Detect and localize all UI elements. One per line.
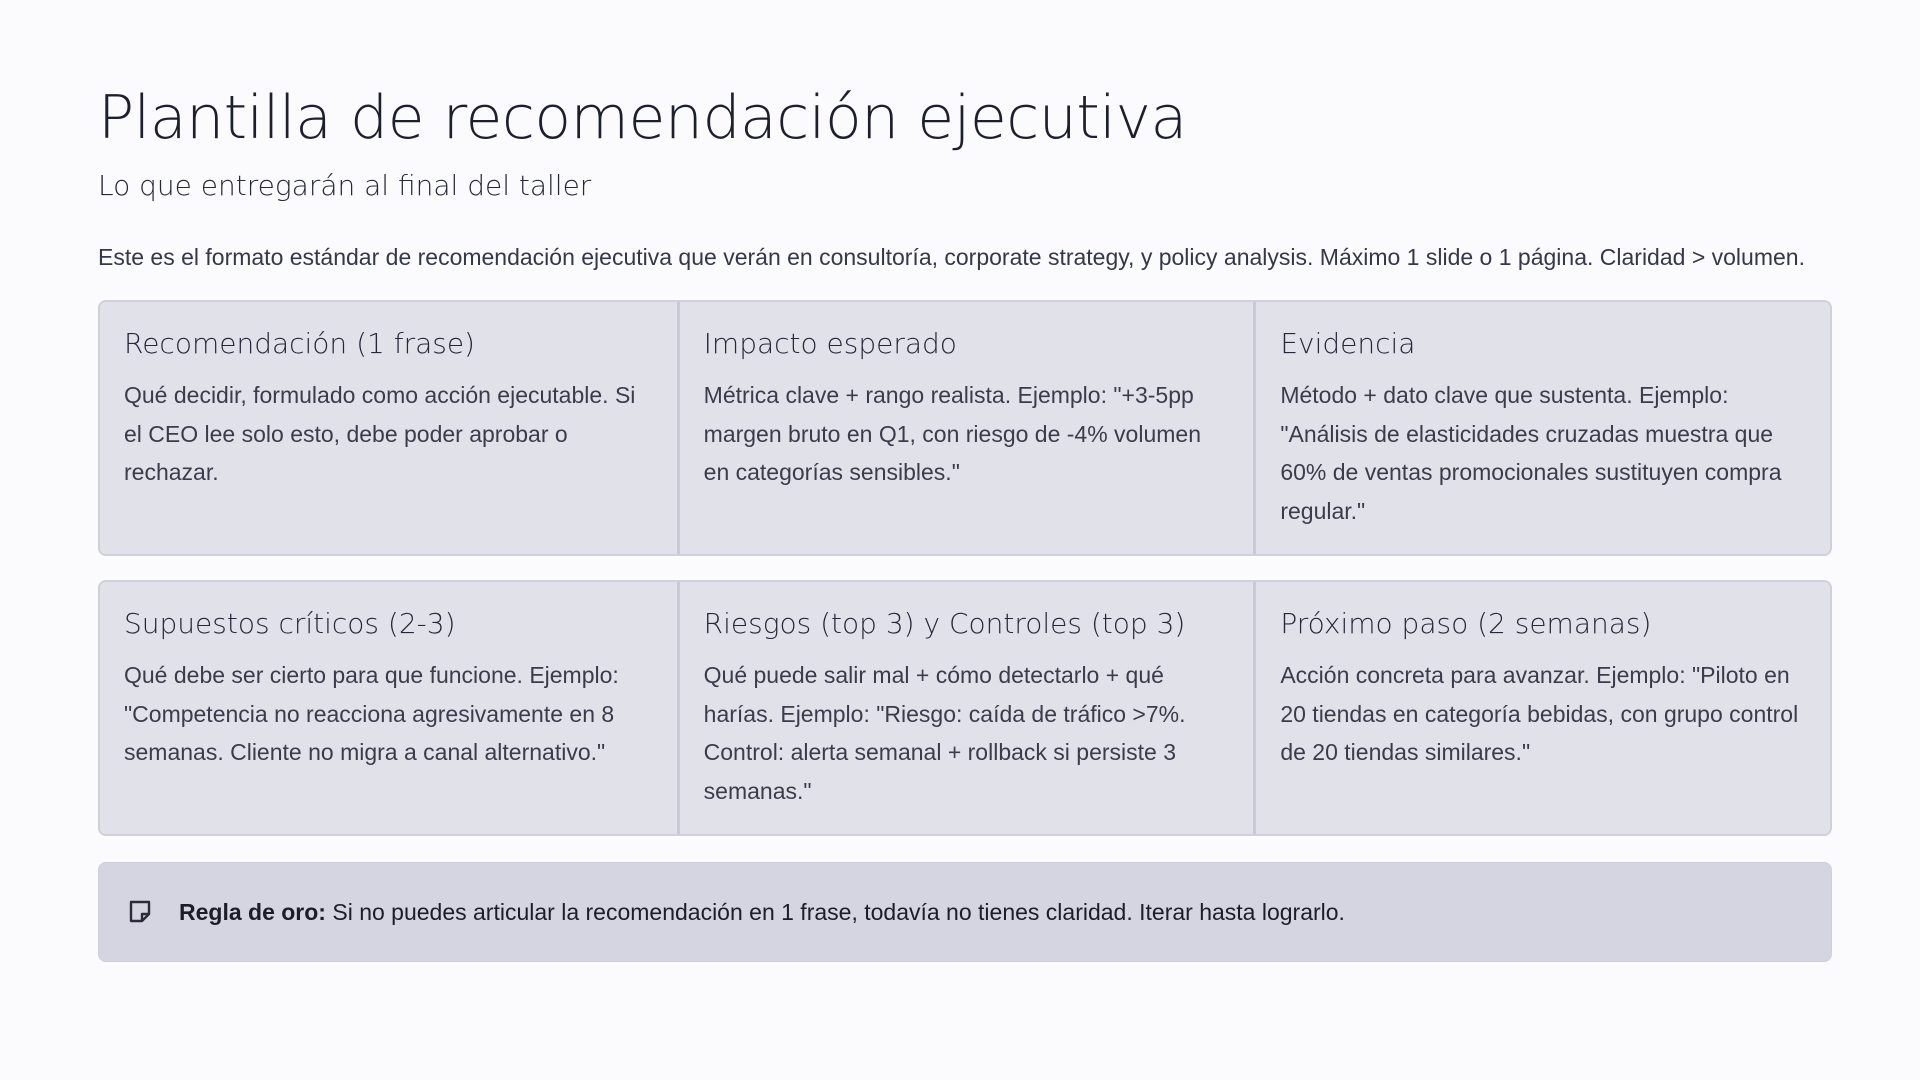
card-proximo-paso xyxy=(1253,582,1830,834)
card-recomendacion xyxy=(100,302,677,554)
page-subtitle: Lo que entregarán al final del taller xyxy=(98,169,592,202)
card-body: Acción concreta para avanzar. Ejemplo: "Piloto en 20 tiendas en categoría bebidas, con grupo control de 20 tiendas similares." xyxy=(1280,662,1799,765)
card-evidencia xyxy=(1253,302,1830,554)
card-title: Supuestos críticos (2-3) xyxy=(124,607,456,640)
callout-message: Si no puedes articular la recomendación en 1 frase, todavía no tienes claridad. Iterar hasta lograrlo. xyxy=(325,899,1345,925)
golden-rule-callout xyxy=(98,862,1832,962)
sticky-note-icon xyxy=(127,899,153,925)
card-body: Métrica clave + rango realista. Ejemplo: "+3-5pp margen bruto en Q1, con riesgo de -4% volumen en categorías sensibles." xyxy=(703,382,1201,485)
card-title: Recomendación (1 frase) xyxy=(124,327,475,360)
card-title: Próximo paso (2 semanas) xyxy=(1280,607,1652,640)
card-body: Qué puede salir mal + cómo detectarlo + qué harías. Ejemplo: "Riesgo: caída de tráfico >7%. Control: alerta semanal + rollback si persiste 3 semanas." xyxy=(703,662,1186,804)
intro-paragraph: Este es el formato estándar de recomendación ejecutiva que verán en consultoría, corporate strategy, y policy analysis. Máximo 1 slide o 1 página. Claridad > volumen. xyxy=(98,244,1805,270)
card-body: Qué decidir, formulado como acción ejecutable. Si el CEO lee solo esto, debe poder aprobar o rechazar. xyxy=(124,382,636,485)
card-title: Evidencia xyxy=(1280,327,1416,360)
card-title: Riesgos (top 3) y Controles (top 3) xyxy=(703,607,1186,640)
callout-text xyxy=(179,897,1345,927)
card-supuestos-criticos xyxy=(100,582,677,834)
card-riesgos-controles xyxy=(677,582,1254,834)
card-title: Impacto esperado xyxy=(703,327,957,360)
card-body: Qué debe ser cierto para que funcione. Ejemplo: "Competencia no reacciona agresivamente en 8 semanas. Cliente no migra a canal alternativo." xyxy=(124,662,619,765)
card-impacto-esperado xyxy=(677,302,1254,554)
template-grid-row-2 xyxy=(98,580,1832,836)
page-title: Plantilla de recomendación ejecutiva xyxy=(98,83,1187,153)
card-body: Método + dato clave que sustenta. Ejemplo: "Análisis de elasticidades cruzadas muestra que 60% de ventas promocionales sustituyen compra regular." xyxy=(1280,382,1782,524)
slide xyxy=(98,78,1832,962)
template-grid-row-1 xyxy=(98,300,1832,556)
callout-label: Regla de oro: xyxy=(179,899,326,925)
